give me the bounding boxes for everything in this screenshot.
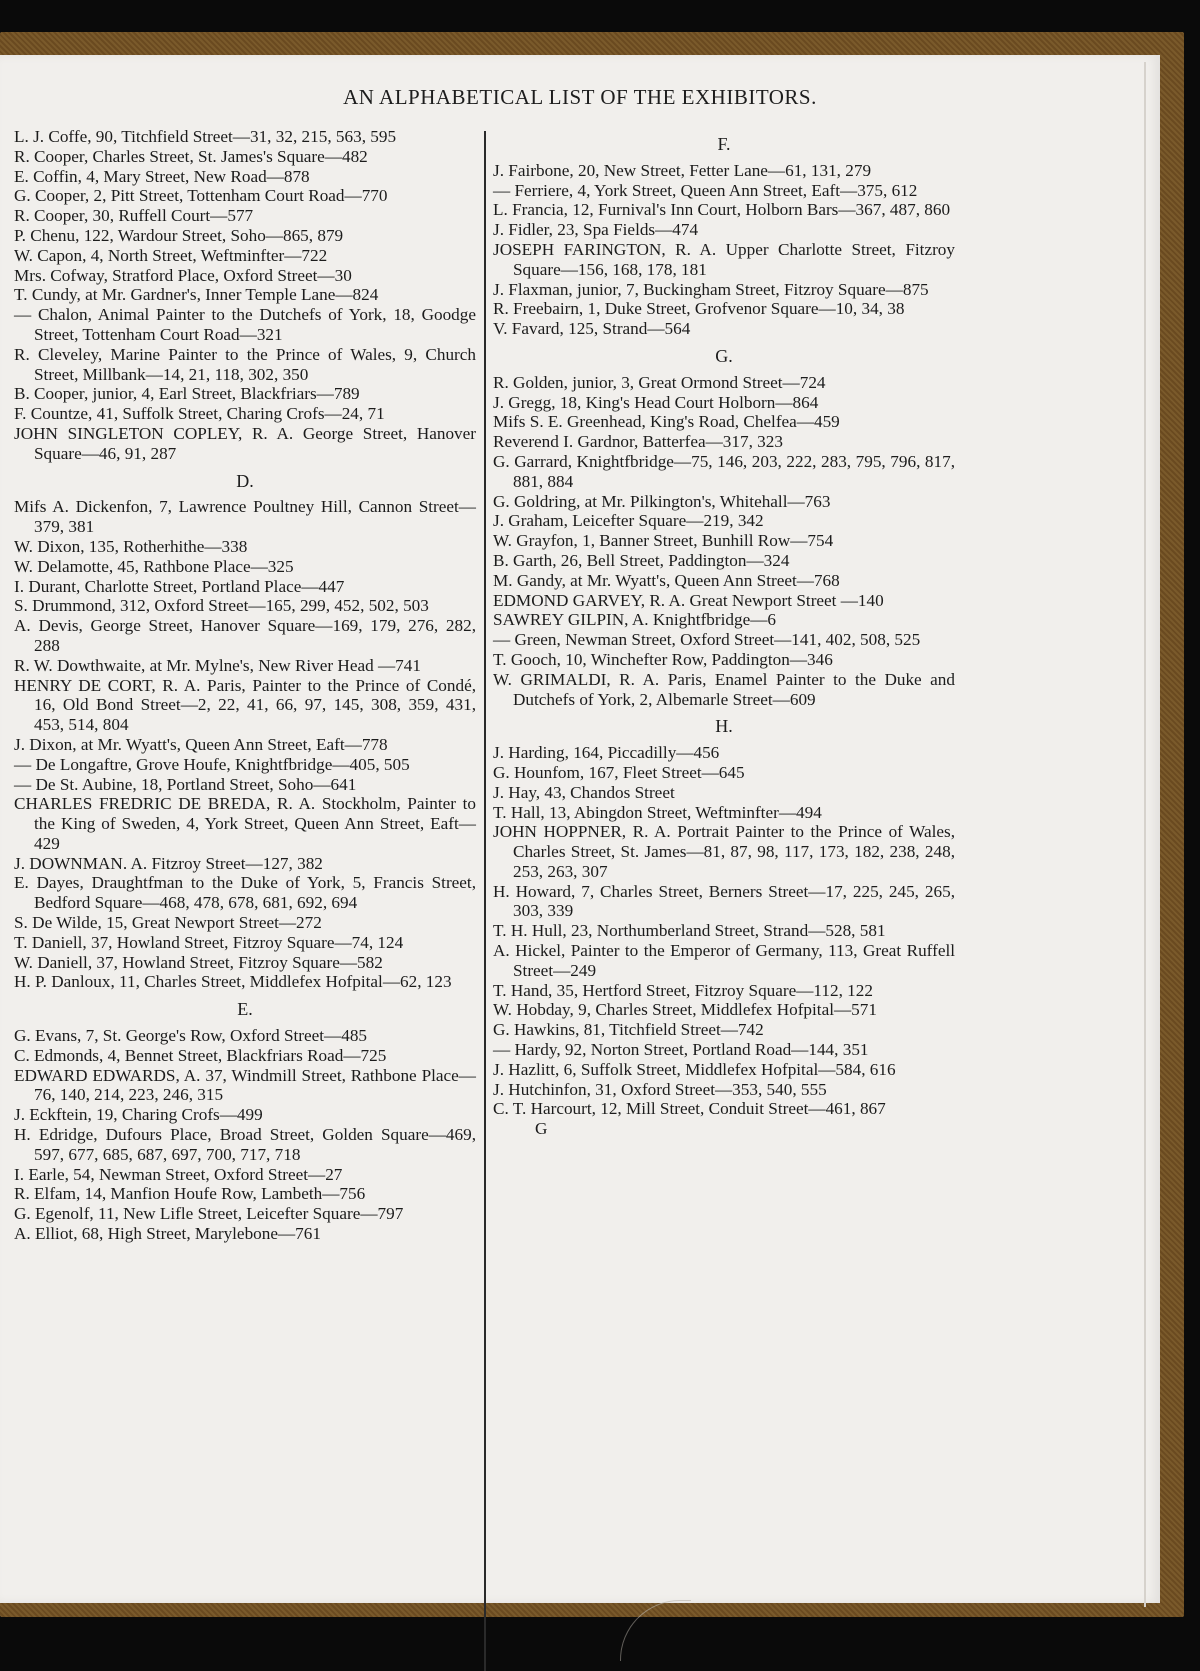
exhibitor-entry: H. Edridge, Dufours Place, Broad Street, Golden Square—469, 597, 677, 685, 687, 697, 700, 717, 718 [14,1125,476,1164]
exhibitor-entry: R. Golden, junior, 3, Great Ormond Street—724 [493,372,826,392]
exhibitor-entry: W. Grayfon, 1, Banner Street, Bunhill Row—754 [493,531,834,551]
exhibitor-entry: J. Gregg, 18, King's Head Court Holborn—864 [493,392,819,412]
exhibitor-entry: T. Gooch, 10, Winchefter Row, Paddington—346 [493,649,833,669]
exhibitor-entry: L. J. Coffe, 90, Titchfield Street—31, 32, 215, 563, 595 [14,127,397,146]
section-letter: H. [715,716,733,737]
page [0,55,1160,1603]
exhibitor-entry: T. Cundy, at Mr. Gardner's, Inner Temple Lane—824 [14,285,379,305]
exhibitor-entry: J. Dixon, at Mr. Wyatt's, Queen Ann Street, Eaft—778 [14,734,388,754]
exhibitor-entry: G. Hounfom, 167, Fleet Street—645 [493,762,745,782]
exhibitor-entry: — Ferriere, 4, York Street, Queen Ann Street, Eaft—375, 612 [493,180,918,200]
exhibitor-entry: Mifs A. Dickenfon, 7, Lawrence Poultney Hill, Cannon Street—379, 381 [14,497,476,537]
exhibitor-entry: T. H. Hull, 23, Northumberland Street, Strand—528, 581 [493,921,886,941]
exhibitor-entry: A. Devis, George Street, Hanover Square—169, 179, 276, 282, 288 [14,616,476,655]
exhibitor-entry: J. Harding, 164, Piccadilly—456 [493,743,720,763]
exhibitor-entry: Reverend I. Gardnor, Batterfea—317, 323 [493,432,783,452]
section-letter: D. [236,470,254,491]
exhibitor-entry: Mrs. Cofway, Stratford Place, Oxford Street—30 [14,265,352,285]
exhibitor-entry: C. T. Harcourt, 12, Mill Street, Conduit Street—461, 867 [493,1099,886,1119]
exhibitor-entry: — De Longaftre, Grove Houfe, Knightfbridge—405, 505 [14,754,410,774]
exhibitor-entry: W. GRIMALDI, R. A. Paris, Enamel Painter to the Duke and Dutchefs of York, 2, Albemarle Street—609 [493,669,955,709]
exhibitor-entry: T. Daniell, 37, Howland Street, Fitzroy Square—74, 124 [14,932,404,952]
exhibitor-entry: S. Drummond, 312, Oxford Street—165, 299, 452, 502, 503 [14,596,429,616]
exhibitor-entry: R. Elfam, 14, Manfion Houfe Row, Lambeth—756 [14,1184,366,1204]
exhibitor-entry: J. Fidler, 23, Spa Fields—474 [493,220,699,240]
exhibitor-entry: G. Egenolf, 11, New Lifle Street, Leicefter Square—797 [14,1204,404,1224]
left-column [14,127,476,1244]
exhibitor-entry: G. Hawkins, 81, Titchfield Street—742 [493,1020,764,1040]
exhibitor-entry: R. Cooper, Charles Street, St. James's Square—482 [14,146,368,166]
exhibitor-entry: A. Elliot, 68, High Street, Marylebone—761 [14,1224,321,1244]
exhibitor-entry: Mifs S. E. Greenhead, King's Road, Chelfea—459 [493,412,840,432]
exhibitor-entry: I. Earle, 54, Newman Street, Oxford Street—27 [14,1164,343,1184]
exhibitor-entry: C. Edmonds, 4, Bennet Street, Blackfriars Road—725 [14,1045,387,1065]
exhibitor-entry: V. Favard, 125, Strand—564 [493,319,691,339]
page-edge [1144,62,1146,1607]
section-letter: G. [715,345,733,366]
exhibitor-entry: B. Cooper, junior, 4, Earl Street, Blackfriars—789 [14,384,360,404]
exhibitor-entry: B. Garth, 26, Bell Street, Paddington—324 [493,550,790,570]
exhibitor-entry: J. DOWNMAN. A. Fitzroy Street—127, 382 [14,853,323,873]
exhibitor-entry: W. Capon, 4, North Street, Weftminfter—722 [14,245,328,265]
exhibitor-entry: M. Gandy, at Mr. Wyatt's, Queen Ann Street—768 [493,570,840,590]
exhibitor-entry: F. Countze, 41, Suffolk Street, Charing Crofs—24, 71 [14,404,385,424]
exhibitor-entry: CHARLES FREDRIC DE BREDA, R. A. Stockholm, Painter to the King of Sweden, 4, York Street, Queen Ann Street, Eaft—429 [14,794,476,853]
exhibitor-entry: EDWARD EDWARDS, A. 37, Windmill Street, Rathbone Place—76, 140, 214, 223, 246, 315 [14,1065,476,1105]
exhibitor-entry: T. Hall, 13, Abingdon Street, Weftminfter—494 [493,802,822,822]
exhibitor-entry: R. Freebairn, 1, Duke Street, Grofvenor Square—10, 34, 38 [493,299,905,319]
exhibitor-entry: I. Durant, Charlotte Street, Portland Place—447 [14,576,345,596]
section-letter: E. [237,999,253,1020]
exhibitor-entry: P. Chenu, 122, Wardour Street, Soho—865, 879 [14,225,344,245]
exhibitor-entry: G. Goldring, at Mr. Pilkington's, Whitehall—763 [493,491,831,511]
exhibitor-entry: R. Cooper, 30, Ruffell Court—577 [14,206,254,226]
catchword: G [535,1119,548,1139]
exhibitor-entry: — Hardy, 92, Norton Street, Portland Road—144, 351 [493,1040,869,1060]
exhibitor-entry: J. Hazlitt, 6, Suffolk Street, Middlefex Hofpital—584, 616 [493,1059,896,1079]
exhibitor-entry: E. Coffin, 4, Mary Street, New Road—878 [14,166,310,186]
exhibitor-entry: R. Cleveley, Marine Painter to the Prince of Wales, 9, Church Street, Millbank—14, 21, 118, 302, 350 [14,344,476,384]
exhibitor-entry: G. Cooper, 2, Pitt Street, Tottenham Court Road—770 [14,186,388,206]
exhibitor-entry: T. Hand, 35, Hertford Street, Fitzroy Square—112, 122 [493,980,873,1000]
exhibitor-entry: SAWREY GILPIN, A. Knightfbridge—6 [493,610,776,630]
exhibitor-entry: G. Evans, 7, St. George's Row, Oxford Street—485 [14,1026,368,1046]
exhibitor-entry: JOSEPH FARINGTON, R. A. Upper Charlotte Street, Fitzroy Square—156, 168, 178, 181 [493,239,955,279]
exhibitor-entry: JOHN SINGLETON COPLEY, R. A. George Street, Hanover Square—46, 91, 287 [14,423,476,463]
exhibitor-entry: E. Dayes, Draughtfman to the Duke of York, 5, Francis Street, Bedford Square—468, 478, 678, 681, 692, 694 [14,873,476,913]
exhibitor-entry: W. Dixon, 135, Rotherhithe—338 [14,536,248,556]
exhibitor-entry: J. Eckftein, 19, Charing Crofs—499 [14,1105,263,1125]
right-column [493,127,955,1139]
exhibitor-entry: HENRY DE CORT, R. A. Paris, Painter to the Prince of Condé, 16, Old Bond Street—2, 22, 41, 66, 97, 145, 308, 359, 431, 453, 514, 804 [14,675,476,735]
exhibitor-entry: — Green, Newman Street, Oxford Street—141, 402, 508, 525 [493,630,921,650]
exhibitor-entry: J. Fairbone, 20, New Street, Fetter Lane—61, 131, 279 [493,160,872,180]
exhibitor-entry: W. Daniell, 37, Howland Street, Fitzroy Square—582 [14,952,383,972]
exhibitor-entry: H. P. Danloux, 11, Charles Street, Middlefex Hofpital—62, 123 [14,972,452,992]
section-letter: F. [717,134,731,154]
exhibitor-entry: H. Howard, 7, Charles Street, Berners Street—17, 225, 245, 265, 303, 339 [493,881,955,921]
exhibitor-entry: S. De Wilde, 15, Great Newport Street—272 [14,913,322,933]
exhibitor-entry: G. Garrard, Knightfbridge—75, 146, 203, 222, 283, 795, 796, 817, 881, 884 [493,451,955,491]
page-title: AN ALPHABETICAL LIST OF THE EXHIBITORS. [343,85,817,109]
exhibitor-entry: JOHN HOPPNER, R. A. Portrait Painter to the Prince of Wales, Charles Street, St. James—81, 87, 98, 117, 173, 182, 238, 248, 253, 263, 307 [493,822,955,881]
exhibitor-entry: W. Hobday, 9, Charles Street, Middlefex Hofpital—571 [493,1000,877,1020]
exhibitor-entry: — De St. Aubine, 18, Portland Street, Soho—641 [14,774,357,794]
column-divider [484,131,486,1671]
exhibitor-entry: L. Francia, 12, Furnival's Inn Court, Holborn Bars—367, 487, 860 [493,200,951,220]
exhibitor-entry: — Chalon, Animal Painter to the Dutchefs of York, 18, Goodge Street, Tottenham Court Road—321 [14,305,476,344]
exhibitor-entry: J. Hutchinfon, 31, Oxford Street—353, 540, 555 [493,1079,827,1099]
exhibitor-entry: J. Graham, Leicefter Square—219, 342 [493,511,764,531]
exhibitor-entry: A. Hickel, Painter to the Emperor of Germany, 113, Great Ruffell Street—249 [493,941,955,980]
exhibitor-entry: R. W. Dowthwaite, at Mr. Mylne's, New River Head —741 [14,655,421,675]
exhibitor-entry: J. Hay, 43, Chandos Street [493,782,675,802]
exhibitor-entry: W. Delamotte, 45, Rathbone Place—325 [14,556,294,576]
exhibitor-entry: J. Flaxman, junior, 7, Buckingham Street, Fitzroy Square—875 [493,279,929,299]
exhibitor-entry: EDMOND GARVEY, R. A. Great Newport Street —140 [493,590,884,610]
